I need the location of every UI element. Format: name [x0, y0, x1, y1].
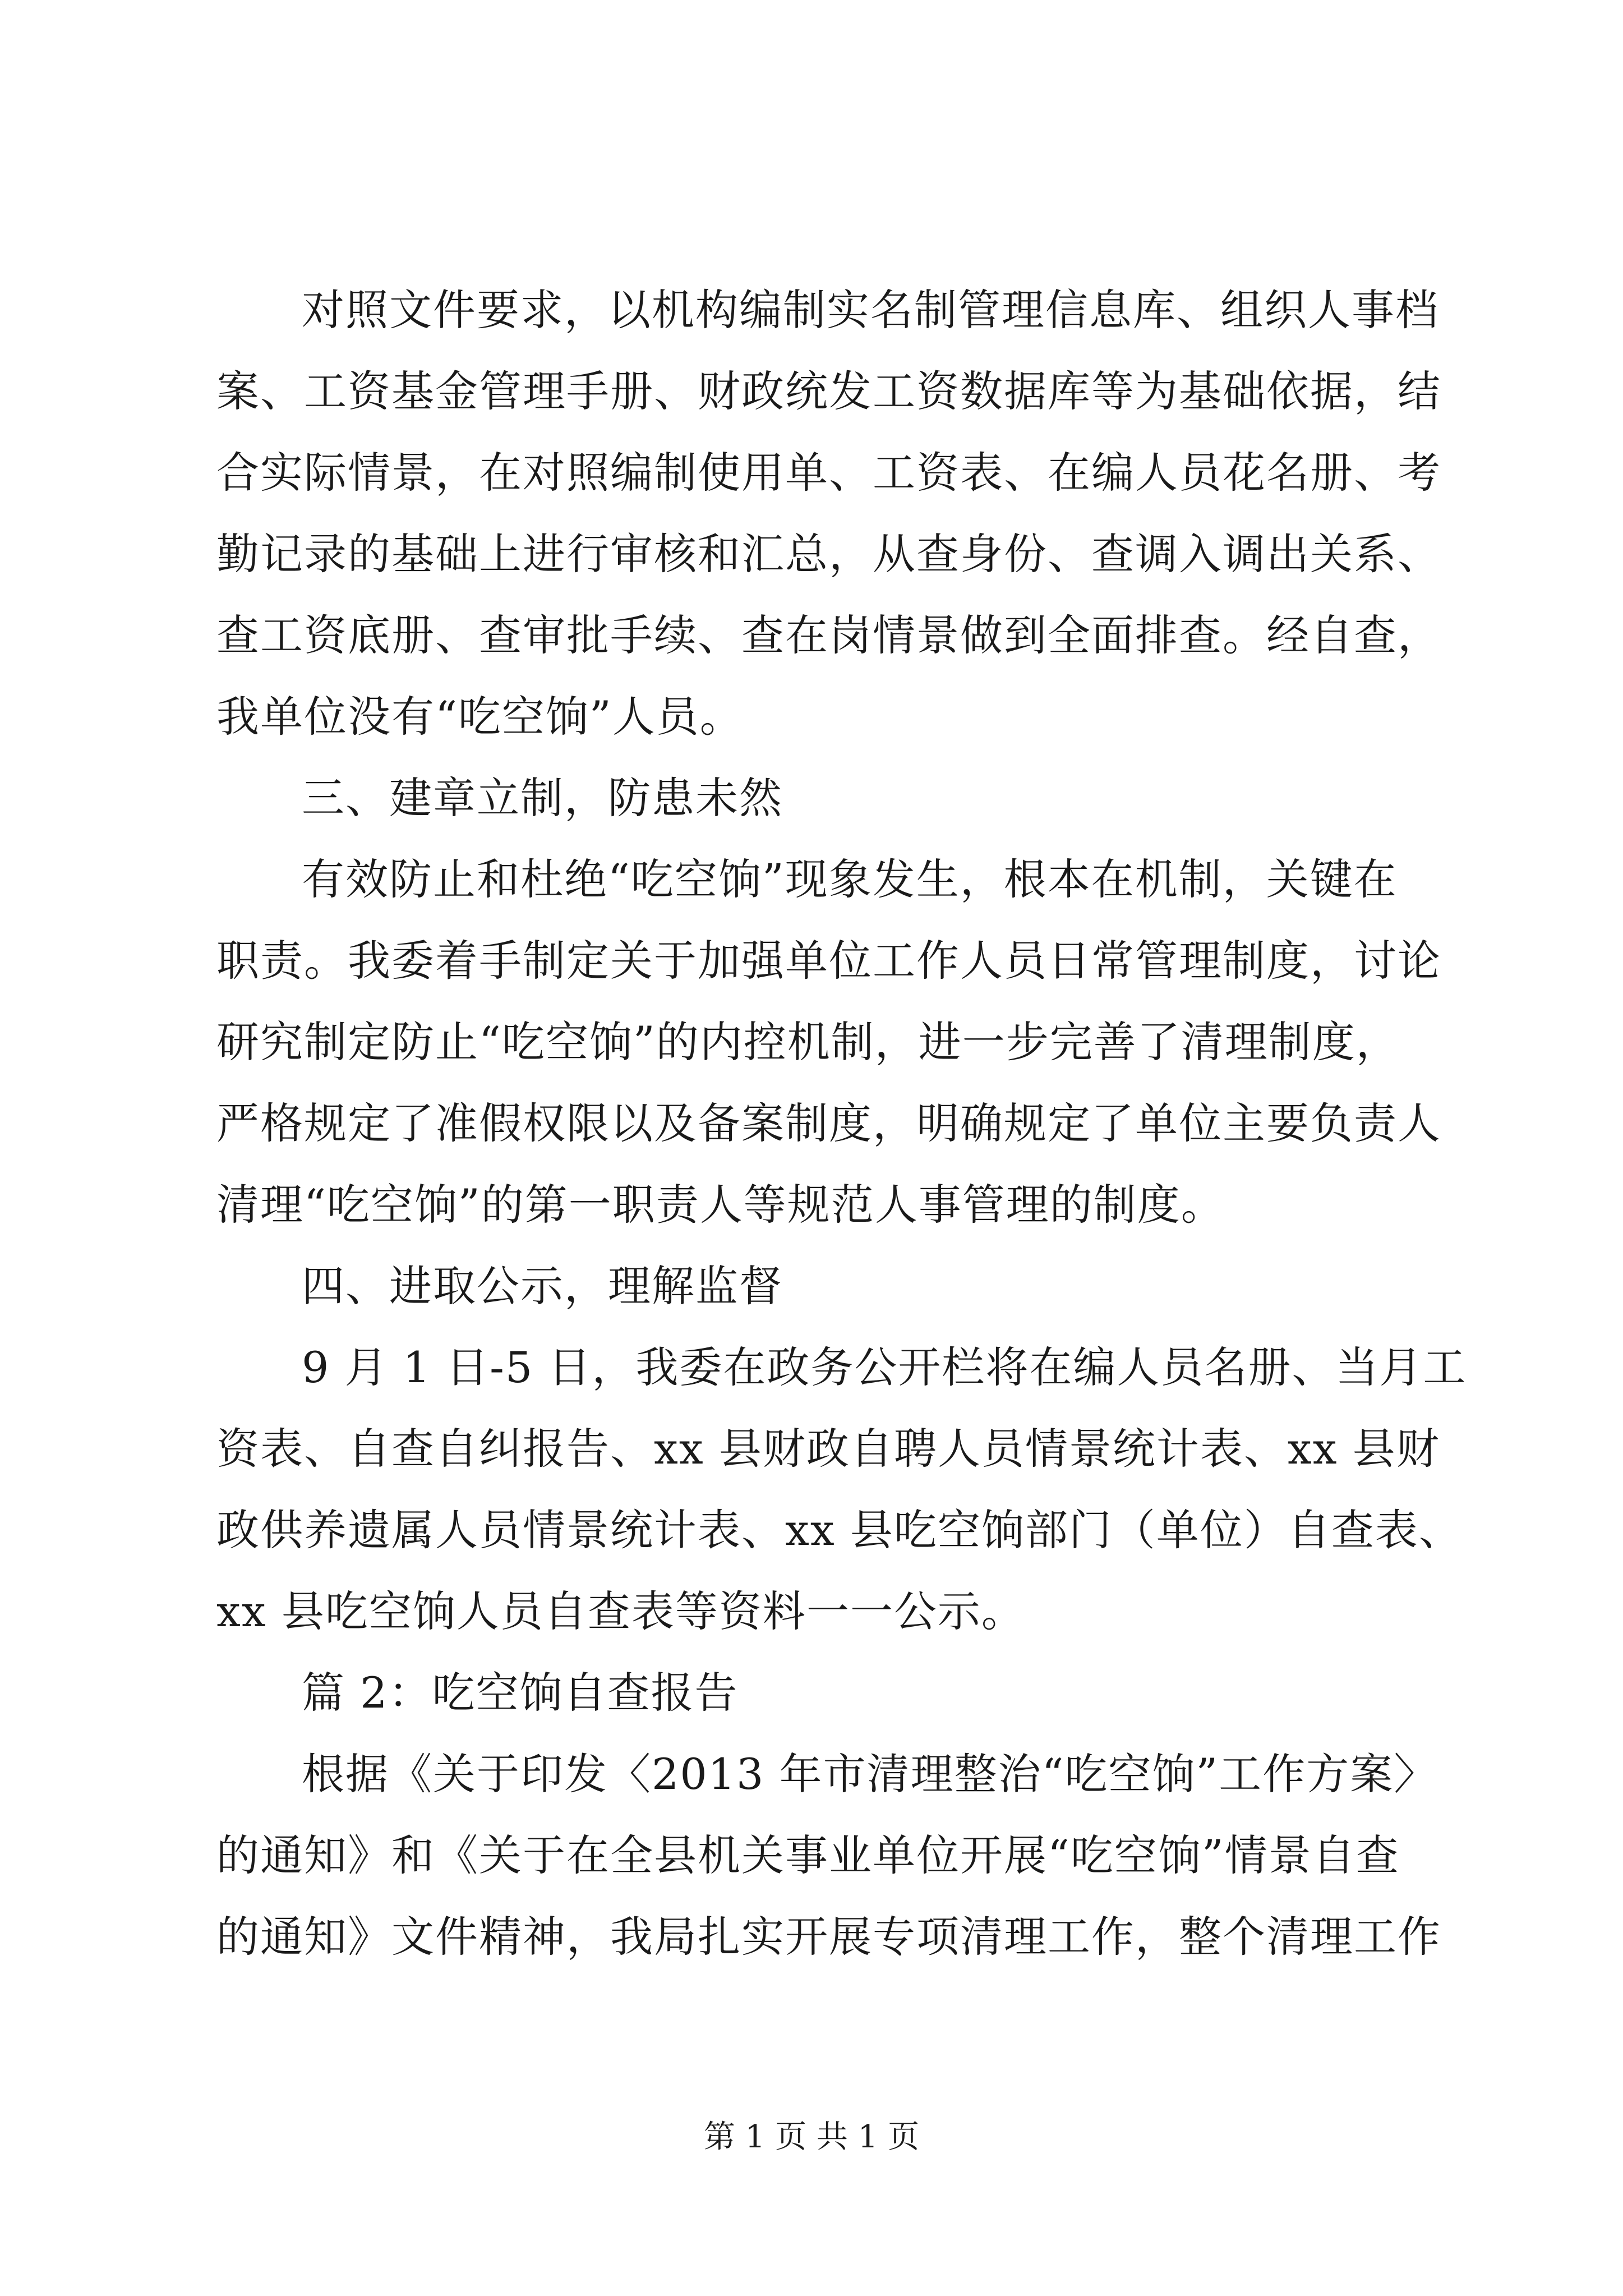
paragraph-article-2-intro — [216, 1733, 1441, 1977]
text-line: 资表、自查自纠报告、xx 县财政自聘人员情景统计表、xx 县财 — [216, 1424, 1440, 1474]
text-line: 我单位没有“吃空饷”人员。 — [216, 692, 744, 742]
text-line: 研究制定防止“吃空饷”的内控机制，进一步完善了清理制度， — [216, 1017, 1400, 1067]
text-line: 有效防止和杜绝“吃空饷”现象发生，根本在机制，关键在 — [302, 854, 1398, 904]
text-line: 的通知》和《关于在全县机关事业单位开展“吃空饷”情景自查 — [216, 1830, 1400, 1880]
text-line: 对照文件要求，以机构编制实名制管理信息库、组织人事档 — [302, 285, 1439, 335]
text-line: 政供养遗属人员情景统计表、xx 县吃空饷部门（单位）自查表、 — [216, 1505, 1463, 1555]
text-line: 严格规定了准假权限以及备案制度，明确规定了单位主要负责人 — [216, 1098, 1441, 1148]
document-body — [216, 269, 1467, 1977]
text-line: 清理“吃空饷”的第一职责人等规范人事管理的制度。 — [216, 1180, 1225, 1230]
heading-section-3 — [216, 757, 1422, 839]
paragraph-publicity — [216, 1327, 1467, 1652]
text-line: 查工资底册、查审批手续、查在岗情景做到全面排查。经自查， — [216, 610, 1441, 660]
text-line: 9 月 1 日-5 日，我委在政务公开栏将在编人员名册、当月工 — [302, 1342, 1467, 1392]
paragraph-check-basis — [216, 269, 1441, 757]
article-heading: 篇 2：吃空饷自查报告 — [302, 1668, 739, 1718]
page-number-label: 第 1 页 共 1 页 — [703, 2119, 920, 2155]
page-footer — [0, 2115, 1623, 2160]
paragraph-mechanism — [216, 839, 1441, 1245]
section-heading: 四、进取公示，理解监督 — [302, 1261, 783, 1311]
text-line: xx 县吃空饷人员自查表等资料一一公示。 — [216, 1586, 1025, 1636]
text-line: 根据《关于印发〈2013 年市清理整治“吃空饷”工作方案〉 — [302, 1749, 1438, 1799]
text-line: 案、工资基金管理手册、财政统发工资数据库等为基础依据，结 — [216, 366, 1441, 416]
heading-section-4 — [216, 1245, 1422, 1327]
text-line: 勤记录的基础上进行审核和汇总，从查身份、查调入调出关系、 — [216, 529, 1441, 579]
heading-article-2 — [216, 1652, 1422, 1733]
text-line: 职责。我委着手制定关于加强单位工作人员日常管理制度，讨论 — [216, 936, 1441, 986]
text-line: 的通知》文件精神，我局扎实开展专项清理工作，整个清理工作 — [216, 1912, 1441, 1962]
section-heading: 三、建章立制，防患未然 — [302, 773, 783, 823]
text-line: 合实际情景，在对照编制使用单、工资表、在编人员花名册、考 — [216, 448, 1441, 498]
